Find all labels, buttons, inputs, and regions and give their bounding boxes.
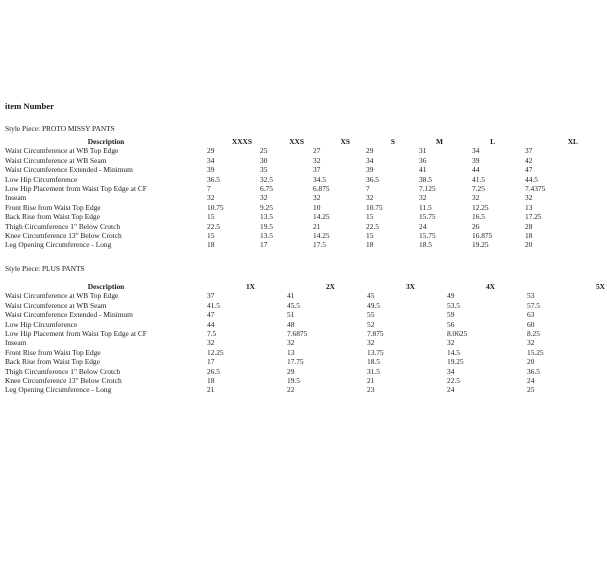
size-value: 51 <box>287 310 295 320</box>
size-value: 34 <box>447 366 455 376</box>
size-value: 21 <box>367 376 375 386</box>
size-value: 32.5 <box>260 174 273 184</box>
row-description: Front Rise from Waist Top Edge <box>5 202 101 212</box>
size-value: 15 <box>207 231 215 241</box>
size-value: 7 <box>207 184 211 194</box>
size-value: 19.5 <box>287 376 300 386</box>
table-header-row <box>5 282 607 291</box>
column-header: Description <box>87 137 125 146</box>
size-value: 60 <box>527 319 535 329</box>
row-description: Leg Opening Circumference - Long <box>5 385 112 395</box>
size-value: 57.5 <box>527 300 540 310</box>
size-value: 15 <box>366 212 374 222</box>
table-row <box>5 165 578 174</box>
size-value: 47 <box>207 310 215 320</box>
size-value: 34 <box>366 155 374 165</box>
row-description: Thigh Circumference 1" Below Crotch <box>5 366 121 376</box>
table-row <box>5 231 578 240</box>
size-value: 18 <box>207 376 215 386</box>
size-value: 18 <box>366 240 374 250</box>
row-description: Low Hip Placement from Waist Top Edge at CF <box>5 329 147 339</box>
column-header: XS <box>340 137 350 146</box>
size-value: 35 <box>260 165 268 175</box>
size-value: 18 <box>525 231 533 241</box>
size-value: 16.5 <box>472 212 485 222</box>
size-value: 21 <box>313 221 321 231</box>
size-value: 17 <box>207 357 215 367</box>
row-description: Inseam <box>5 338 27 348</box>
size-value: 55 <box>367 310 375 320</box>
size-value: 32 <box>447 338 455 348</box>
table-row <box>5 203 578 212</box>
plus-table-body <box>5 291 607 394</box>
size-value: 7 <box>366 184 370 194</box>
table-row <box>5 310 607 319</box>
size-value: 14.25 <box>313 212 330 222</box>
row-description: Back Rise from Waist Top Edge <box>5 212 100 222</box>
table-row <box>5 291 607 300</box>
size-value: 32 <box>527 338 535 348</box>
size-value: 19.25 <box>472 240 489 250</box>
size-value: 25 <box>527 385 535 395</box>
row-description: Waist Circumference at WB Seam <box>5 300 107 310</box>
row-description: Waist Circumference at WB Top Edge <box>5 291 119 301</box>
row-description: Leg Opening Circumference - Long <box>5 240 112 250</box>
row-description: Inseam <box>5 193 27 203</box>
table-row <box>5 146 578 155</box>
size-value: 31 <box>419 146 427 156</box>
size-value: 8.25 <box>527 329 540 339</box>
size-value: 36.5 <box>527 366 540 376</box>
size-value: 41 <box>419 165 427 175</box>
size-value: 29 <box>207 146 215 156</box>
size-value: 15.75 <box>419 212 436 222</box>
size-value: 39 <box>366 165 374 175</box>
size-value: 13 <box>287 347 295 357</box>
table-row <box>5 348 607 357</box>
table-row <box>5 338 607 347</box>
size-value: 26.5 <box>207 366 220 376</box>
size-value: 25 <box>260 146 268 156</box>
style-piece-plus-label: Style Piece: PLUS PANTS <box>5 264 85 273</box>
size-value: 13.75 <box>367 347 384 357</box>
size-value: 10.75 <box>366 202 383 212</box>
size-value: 7.5 <box>207 329 217 339</box>
size-value: 32 <box>313 193 321 203</box>
size-value: 49.5 <box>367 300 380 310</box>
missy-table-body <box>5 146 578 249</box>
size-value: 38.5 <box>419 174 432 184</box>
size-value: 17.25 <box>525 212 542 222</box>
size-value: 37 <box>207 291 215 301</box>
size-value: 7.6875 <box>287 329 308 339</box>
size-value: 13.5 <box>260 231 273 241</box>
column-header: XL <box>567 137 578 146</box>
size-value: 42 <box>525 155 533 165</box>
size-value: 52 <box>367 319 375 329</box>
size-value: 20 <box>527 357 535 367</box>
size-value: 27 <box>313 146 321 156</box>
size-value: 44.5 <box>525 174 538 184</box>
size-value: 32 <box>207 193 215 203</box>
table-row <box>5 222 578 231</box>
row-description: Waist Circumference at WB Seam <box>5 155 107 165</box>
size-value: 7.875 <box>367 329 384 339</box>
size-value: 44 <box>472 165 480 175</box>
row-description: Back Rise from Waist Top Edge <box>5 357 100 367</box>
size-value: 18.5 <box>367 357 380 367</box>
size-value: 59 <box>447 310 455 320</box>
row-description: Front Rise from Waist Top Edge <box>5 347 101 357</box>
size-value: 30 <box>260 155 268 165</box>
size-value: 24 <box>447 385 455 395</box>
size-value: 26 <box>472 221 480 231</box>
size-value: 11.5 <box>419 202 432 212</box>
size-value: 24 <box>527 376 535 386</box>
column-header: Description <box>87 282 125 291</box>
size-value: 7.125 <box>419 184 436 194</box>
size-value: 53 <box>527 291 535 301</box>
row-description: Waist Circumference Extended - Minimum <box>5 165 133 175</box>
size-value: 19.25 <box>447 357 464 367</box>
size-value: 32 <box>472 193 480 203</box>
size-value: 34.5 <box>313 174 326 184</box>
size-value: 32 <box>525 193 533 203</box>
table-row <box>5 367 607 376</box>
table-row <box>5 193 578 202</box>
size-value: 32 <box>366 193 374 203</box>
size-value: 20 <box>525 240 533 250</box>
size-value: 45 <box>367 291 375 301</box>
item-number-heading: item Number <box>5 101 54 111</box>
table-row <box>5 385 607 394</box>
size-value: 34 <box>472 146 480 156</box>
size-value: 10.75 <box>207 202 224 212</box>
size-value: 22.5 <box>366 221 379 231</box>
table-header-row <box>5 137 578 146</box>
size-value: 7.25 <box>472 184 485 194</box>
column-header: 1X <box>245 282 255 291</box>
size-value: 44 <box>207 319 215 329</box>
size-value: 48 <box>287 319 295 329</box>
row-description: Knee Circumference 13" Below Crotch <box>5 231 122 241</box>
style-piece-missy-label: Style Piece: PROTO MISSY PANTS <box>5 124 115 133</box>
size-value: 32 <box>260 193 268 203</box>
size-value: 8.0625 <box>447 329 468 339</box>
size-value: 13.5 <box>260 212 273 222</box>
column-header: XXS <box>289 137 304 146</box>
column-header: 3X <box>405 282 415 291</box>
row-description: Low Hip Circumference <box>5 319 78 329</box>
size-value: 24 <box>419 221 427 231</box>
size-value: 23 <box>367 385 375 395</box>
table-row <box>5 184 578 193</box>
size-value: 49 <box>447 291 455 301</box>
size-value: 32 <box>419 193 427 203</box>
size-value: 10 <box>313 202 321 212</box>
size-value: 41.5 <box>472 174 485 184</box>
size-value: 21 <box>207 385 215 395</box>
size-value: 36 <box>419 155 427 165</box>
column-header: 5X <box>595 282 605 291</box>
table-row <box>5 357 607 366</box>
size-value: 19.5 <box>260 221 273 231</box>
column-header: XXXS <box>231 137 252 146</box>
size-value: 17 <box>260 240 268 250</box>
size-value: 22.5 <box>207 221 220 231</box>
size-value: 13 <box>525 202 533 212</box>
size-value: 36.5 <box>207 174 220 184</box>
size-value: 29 <box>366 146 374 156</box>
size-value: 39 <box>472 155 480 165</box>
size-value: 15 <box>207 212 215 222</box>
size-value: 12.25 <box>472 202 489 212</box>
size-value: 16.875 <box>472 231 493 241</box>
column-header: S <box>390 137 395 146</box>
size-value: 28 <box>525 221 533 231</box>
table-row <box>5 175 578 184</box>
size-value: 14.25 <box>313 231 330 241</box>
size-value: 22 <box>287 385 295 395</box>
size-value: 29 <box>287 366 295 376</box>
size-value: 37 <box>525 146 533 156</box>
size-value: 15.75 <box>419 231 436 241</box>
row-description: Low Hip Placement from Waist Top Edge at CF <box>5 184 147 194</box>
table-row <box>5 329 607 338</box>
size-value: 32 <box>287 338 295 348</box>
missy-size-table <box>5 137 578 250</box>
column-header: L <box>490 137 495 146</box>
size-value: 39 <box>207 165 215 175</box>
size-value: 32 <box>313 155 321 165</box>
size-value: 18 <box>207 240 215 250</box>
size-value: 36.5 <box>366 174 379 184</box>
size-value: 15 <box>366 231 374 241</box>
size-value: 32 <box>367 338 375 348</box>
table-row <box>5 212 578 221</box>
size-value: 34 <box>207 155 215 165</box>
plus-size-table <box>5 282 607 395</box>
table-row <box>5 376 607 385</box>
size-value: 12.25 <box>207 347 224 357</box>
size-value: 15.25 <box>527 347 544 357</box>
size-value: 6.875 <box>313 184 330 194</box>
size-value: 32 <box>207 338 215 348</box>
size-value: 37 <box>313 165 321 175</box>
size-value: 17.75 <box>287 357 304 367</box>
row-description: Thigh Circumference 1" Below Crotch <box>5 221 121 231</box>
row-description: Low Hip Circumference <box>5 174 78 184</box>
size-value: 7.4375 <box>525 184 546 194</box>
table-row <box>5 320 607 329</box>
size-value: 17.5 <box>313 240 326 250</box>
column-header: 2X <box>325 282 335 291</box>
size-value: 47 <box>525 165 533 175</box>
column-header: M <box>436 137 443 146</box>
row-description: Waist Circumference at WB Top Edge <box>5 146 119 156</box>
size-value: 53.5 <box>447 300 460 310</box>
size-value: 45.5 <box>287 300 300 310</box>
size-value: 31.5 <box>367 366 380 376</box>
table-row <box>5 156 578 165</box>
size-value: 56 <box>447 319 455 329</box>
table-row <box>5 301 607 310</box>
row-description: Waist Circumference Extended - Minimum <box>5 310 133 320</box>
size-value: 14.5 <box>447 347 460 357</box>
column-header: 4X <box>485 282 495 291</box>
row-description: Knee Circumference 13" Below Crotch <box>5 376 122 386</box>
size-value: 6.75 <box>260 184 273 194</box>
size-value: 41 <box>287 291 295 301</box>
size-value: 9.25 <box>260 202 273 212</box>
size-value: 41.5 <box>207 300 220 310</box>
size-value: 18.5 <box>419 240 432 250</box>
size-value: 63 <box>527 310 535 320</box>
table-row <box>5 240 578 249</box>
size-value: 22.5 <box>447 376 460 386</box>
